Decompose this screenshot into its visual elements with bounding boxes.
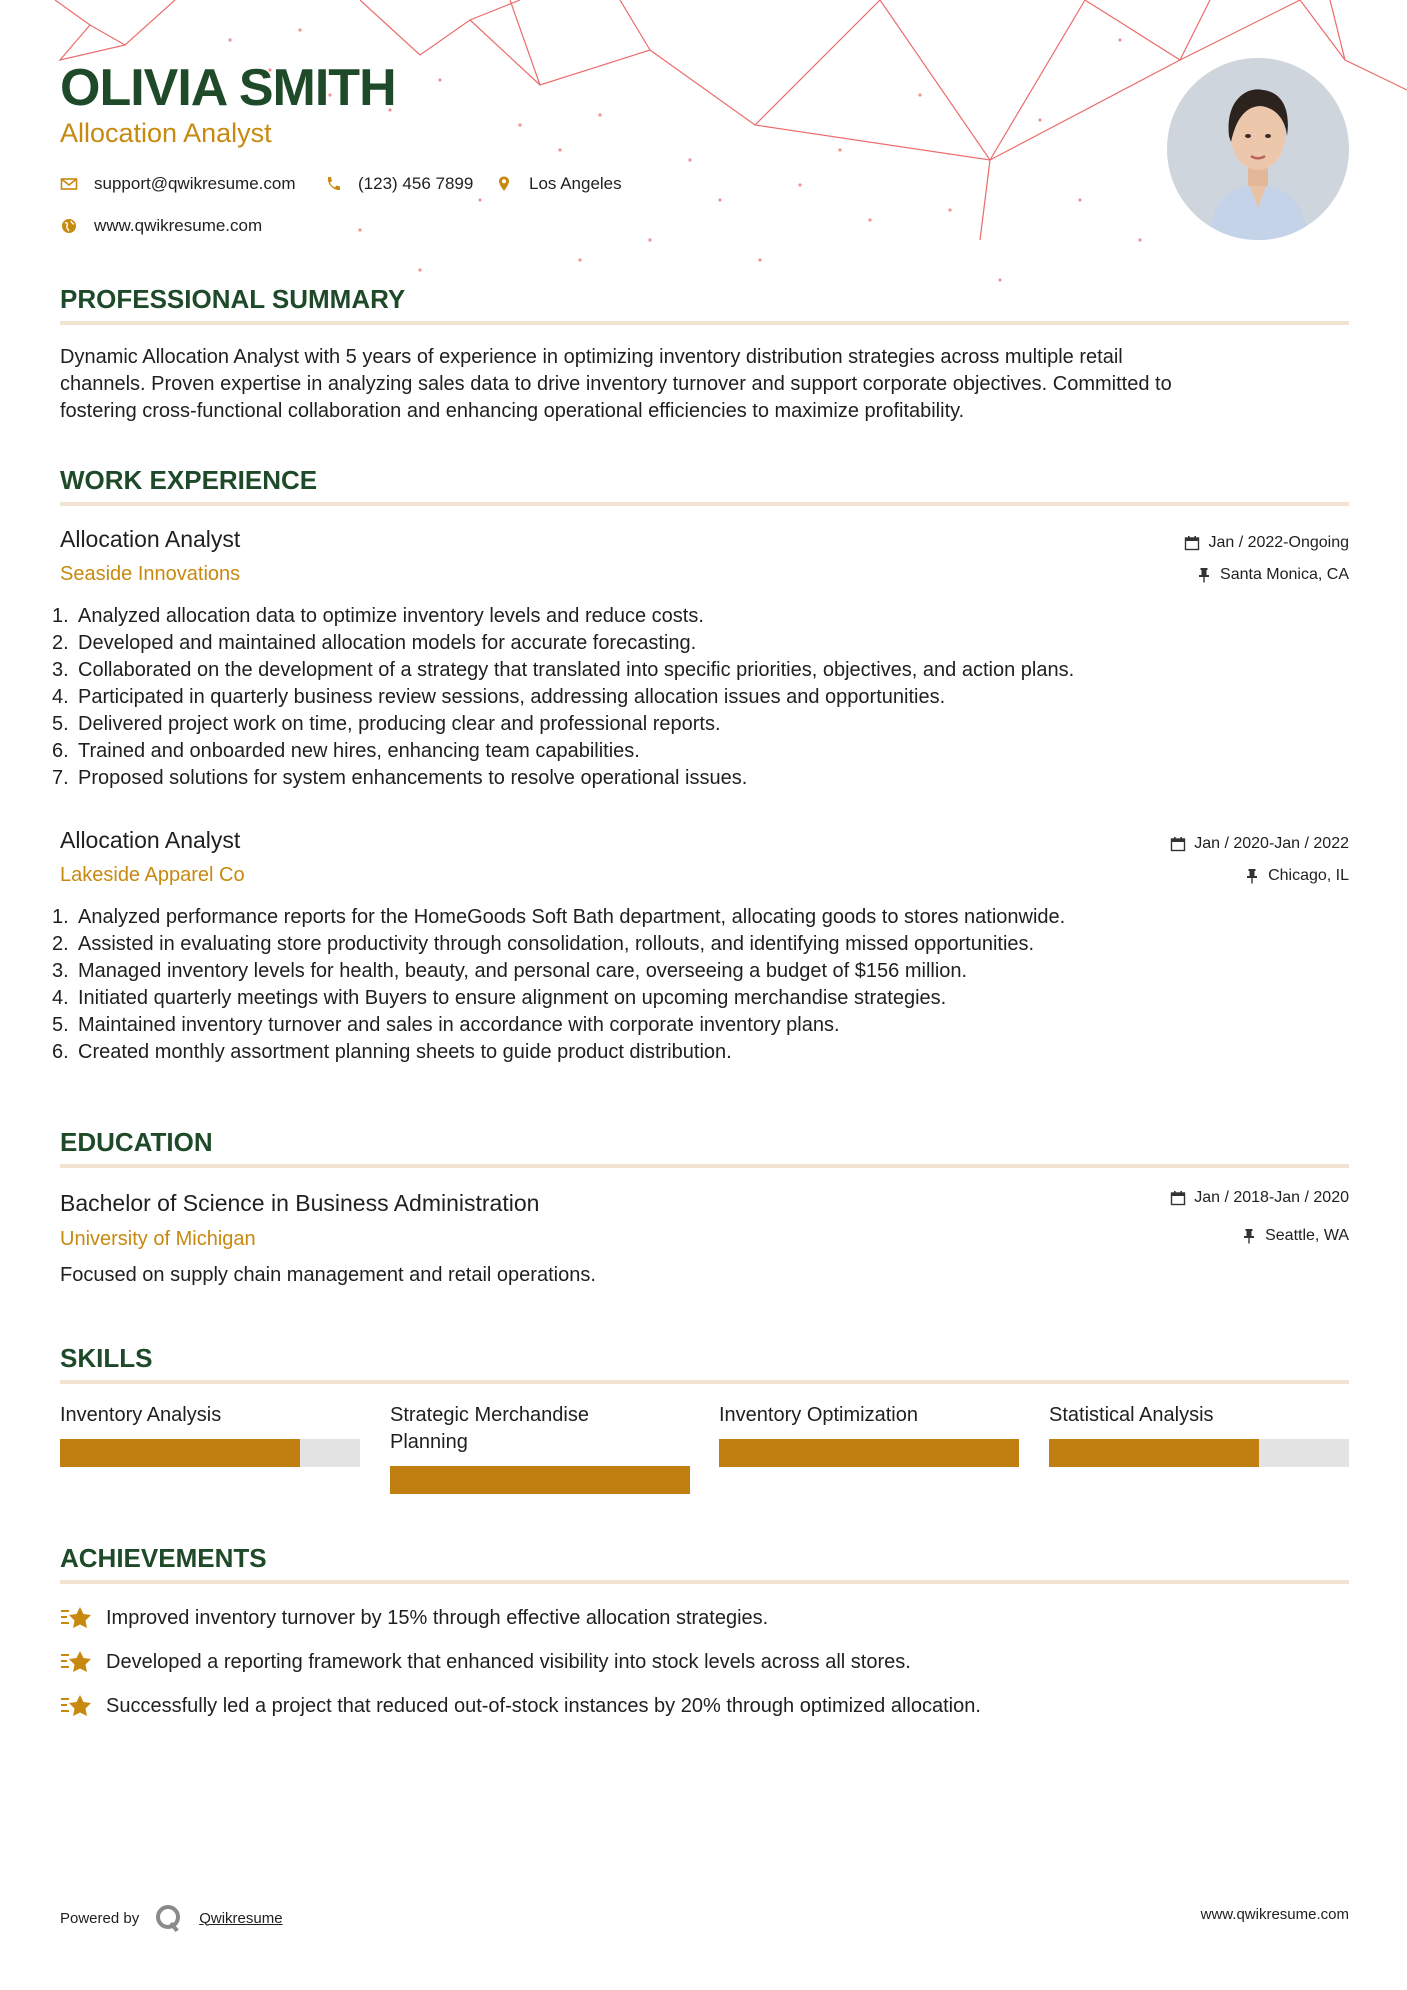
footer-powered-by [60, 1902, 283, 1934]
skill-label: Inventory Optimization [719, 1404, 918, 1426]
achievement-item [60, 1648, 911, 1676]
experience-heading: WORK EXPERIENCE [60, 465, 318, 495]
job-title: Allocation Analyst [60, 526, 241, 552]
location-text: Los Angeles [529, 174, 622, 193]
skill-bar-track [60, 1439, 360, 1467]
contact-email[interactable] [60, 174, 296, 194]
degree: Bachelor of Science in Business Administration [60, 1190, 540, 1216]
job-bullets [52, 603, 1352, 792]
list-item: 6. Created monthly assortment planning sheets to guide product distribution. [52, 1041, 732, 1063]
achievement-text: Improved inventory turnover by 15% through effective allocation strategies. [106, 1606, 769, 1629]
skills-divider [60, 1380, 1349, 1384]
education-location [1241, 1227, 1349, 1245]
job-bullets [52, 904, 1352, 1066]
summary-line: channels. Proven expertise in analyzing sales data to drive inventory turnover and support corporate objectives. Committed to [60, 373, 1172, 395]
skill-label: Inventory Analysis [60, 1404, 222, 1426]
calendar-icon [1170, 1190, 1186, 1206]
education-dates-text: Jan / 2018-Jan / 2020 [1194, 1189, 1349, 1206]
skills-heading: SKILLS [60, 1343, 153, 1373]
job-dates [1170, 835, 1349, 853]
contact-website[interactable] [60, 216, 262, 236]
phone-text: (123) 456 7899 [358, 174, 474, 193]
skill-bar-fill [1049, 1439, 1259, 1467]
job-location [1196, 566, 1349, 584]
globe-icon [60, 217, 78, 235]
skill-bar-track [719, 1439, 1019, 1467]
skill-item [719, 1402, 1019, 1467]
pushpin-icon [1196, 567, 1212, 583]
list-item: 1. Analyzed allocation data to optimize inventory levels and reduce costs. [52, 605, 704, 627]
summary-divider [60, 321, 1349, 325]
achievements-heading: ACHIEVEMENTS [60, 1543, 267, 1573]
summary-line: fostering cross-functional collaboration and enhancing operational efficiencies to maximize profitability. [60, 400, 965, 422]
list-item: 1. Analyzed performance reports for the HomeGoods Soft Bath department, allocating goods to stores nationwide. [52, 906, 1066, 928]
job-dates-text: Jan / 2020-Jan / 2022 [1194, 835, 1349, 852]
education-location-text: Seattle, WA [1265, 1227, 1349, 1244]
star-award-icon [60, 1692, 92, 1720]
skill-bar-fill [719, 1439, 1019, 1467]
job-dates-text: Jan / 2022-Ongoing [1208, 534, 1349, 551]
list-item: 6. Trained and onboarded new hires, enhancing team capabilities. [52, 740, 640, 762]
education-dates [1170, 1189, 1349, 1207]
email-text: support@qwikresume.com [94, 174, 296, 193]
achievement-text: Developed a reporting framework that enhanced visibility into stock levels across all stores. [106, 1650, 911, 1673]
brand-link[interactable]: Qwikresume [199, 1909, 283, 1927]
pushpin-icon [1244, 868, 1260, 884]
star-award-icon [60, 1604, 92, 1632]
skill-label: Statistical Analysis [1049, 1404, 1214, 1426]
skill-bar-fill [390, 1466, 690, 1494]
footer-website[interactable]: www.qwikresume.com [1200, 1906, 1349, 1923]
education-description: Focused on supply chain management and retail operations. [60, 1264, 596, 1286]
website-text: www.qwikresume.com [94, 216, 263, 235]
summary-text [60, 344, 1350, 425]
list-item: 2. Assisted in evaluating store productivity through consolidation, rollouts, and identifying missed opportunities. [52, 933, 1035, 955]
list-item: 4. Participated in quarterly business review sessions, addressing allocation issues and opportunities. [52, 686, 946, 708]
skill-label: Strategic Merchandise Planning [390, 1404, 589, 1453]
list-item: 4. Initiated quarterly meetings with Buyers to ensure alignment on upcoming merchandise strategies. [52, 987, 947, 1009]
candidate-name: OLIVIA SMITH [60, 59, 396, 117]
list-item: 5. Maintained inventory turnover and sales in accordance with corporate inventory plans. [52, 1014, 840, 1036]
calendar-icon [1184, 535, 1200, 551]
list-item: 7. Proposed solutions for system enhancements to resolve operational issues. [52, 767, 748, 789]
skill-item [1049, 1402, 1349, 1467]
job-location-text: Chicago, IL [1268, 867, 1349, 884]
summary-line: Dynamic Allocation Analyst with 5 years of experience in optimizing inventory distribution strategies across multiple retail [60, 346, 1123, 368]
list-item: 5. Delivered project work on time, producing clear and professional reports. [52, 713, 721, 735]
list-item: 2. Developed and maintained allocation models for accurate forecasting. [52, 632, 697, 654]
list-item: 3. Managed inventory levels for health, beauty, and personal care, overseeing a budget of $156 million. [52, 960, 968, 982]
envelope-icon [60, 175, 78, 193]
star-award-icon [60, 1648, 92, 1676]
powered-by-text: Powered by [60, 1909, 140, 1927]
achievements-divider [60, 1580, 1349, 1584]
job-location-text: Santa Monica, CA [1220, 566, 1349, 583]
skill-item [390, 1402, 690, 1494]
phone-icon [324, 175, 342, 193]
skill-item [60, 1402, 360, 1467]
map-pin-icon [495, 175, 513, 193]
job-company: Seaside Innovations [60, 563, 241, 585]
calendar-icon [1170, 836, 1186, 852]
avatar-illustration [1167, 58, 1349, 240]
summary-heading: PROFESSIONAL SUMMARY [60, 284, 406, 314]
job-dates [1184, 534, 1349, 552]
candidate-role: Allocation Analyst [60, 118, 272, 148]
experience-divider [60, 502, 1349, 506]
contact-location [495, 174, 622, 194]
job-company: Lakeside Apparel Co [60, 864, 245, 886]
contact-phone[interactable] [324, 174, 473, 194]
education-divider [60, 1164, 1349, 1168]
qwikresume-logo-icon [153, 1902, 185, 1934]
achievement-item [60, 1604, 768, 1632]
pushpin-icon [1241, 1228, 1257, 1244]
job-title: Allocation Analyst [60, 827, 241, 853]
school: University of Michigan [60, 1228, 256, 1250]
achievement-item [60, 1692, 981, 1720]
skill-bar-track [390, 1466, 690, 1494]
skill-bar-fill [60, 1439, 300, 1467]
job-location [1244, 867, 1349, 885]
achievement-text: Successfully led a project that reduced out-of-stock instances by 20% through optimized allocation. [106, 1694, 981, 1717]
education-heading: EDUCATION [60, 1127, 213, 1157]
skill-bar-track [1049, 1439, 1349, 1467]
list-item: 3. Collaborated on the development of a strategy that translated into specific priorities, objectives, and action plans. [52, 659, 1075, 681]
profile-photo [1167, 58, 1349, 240]
